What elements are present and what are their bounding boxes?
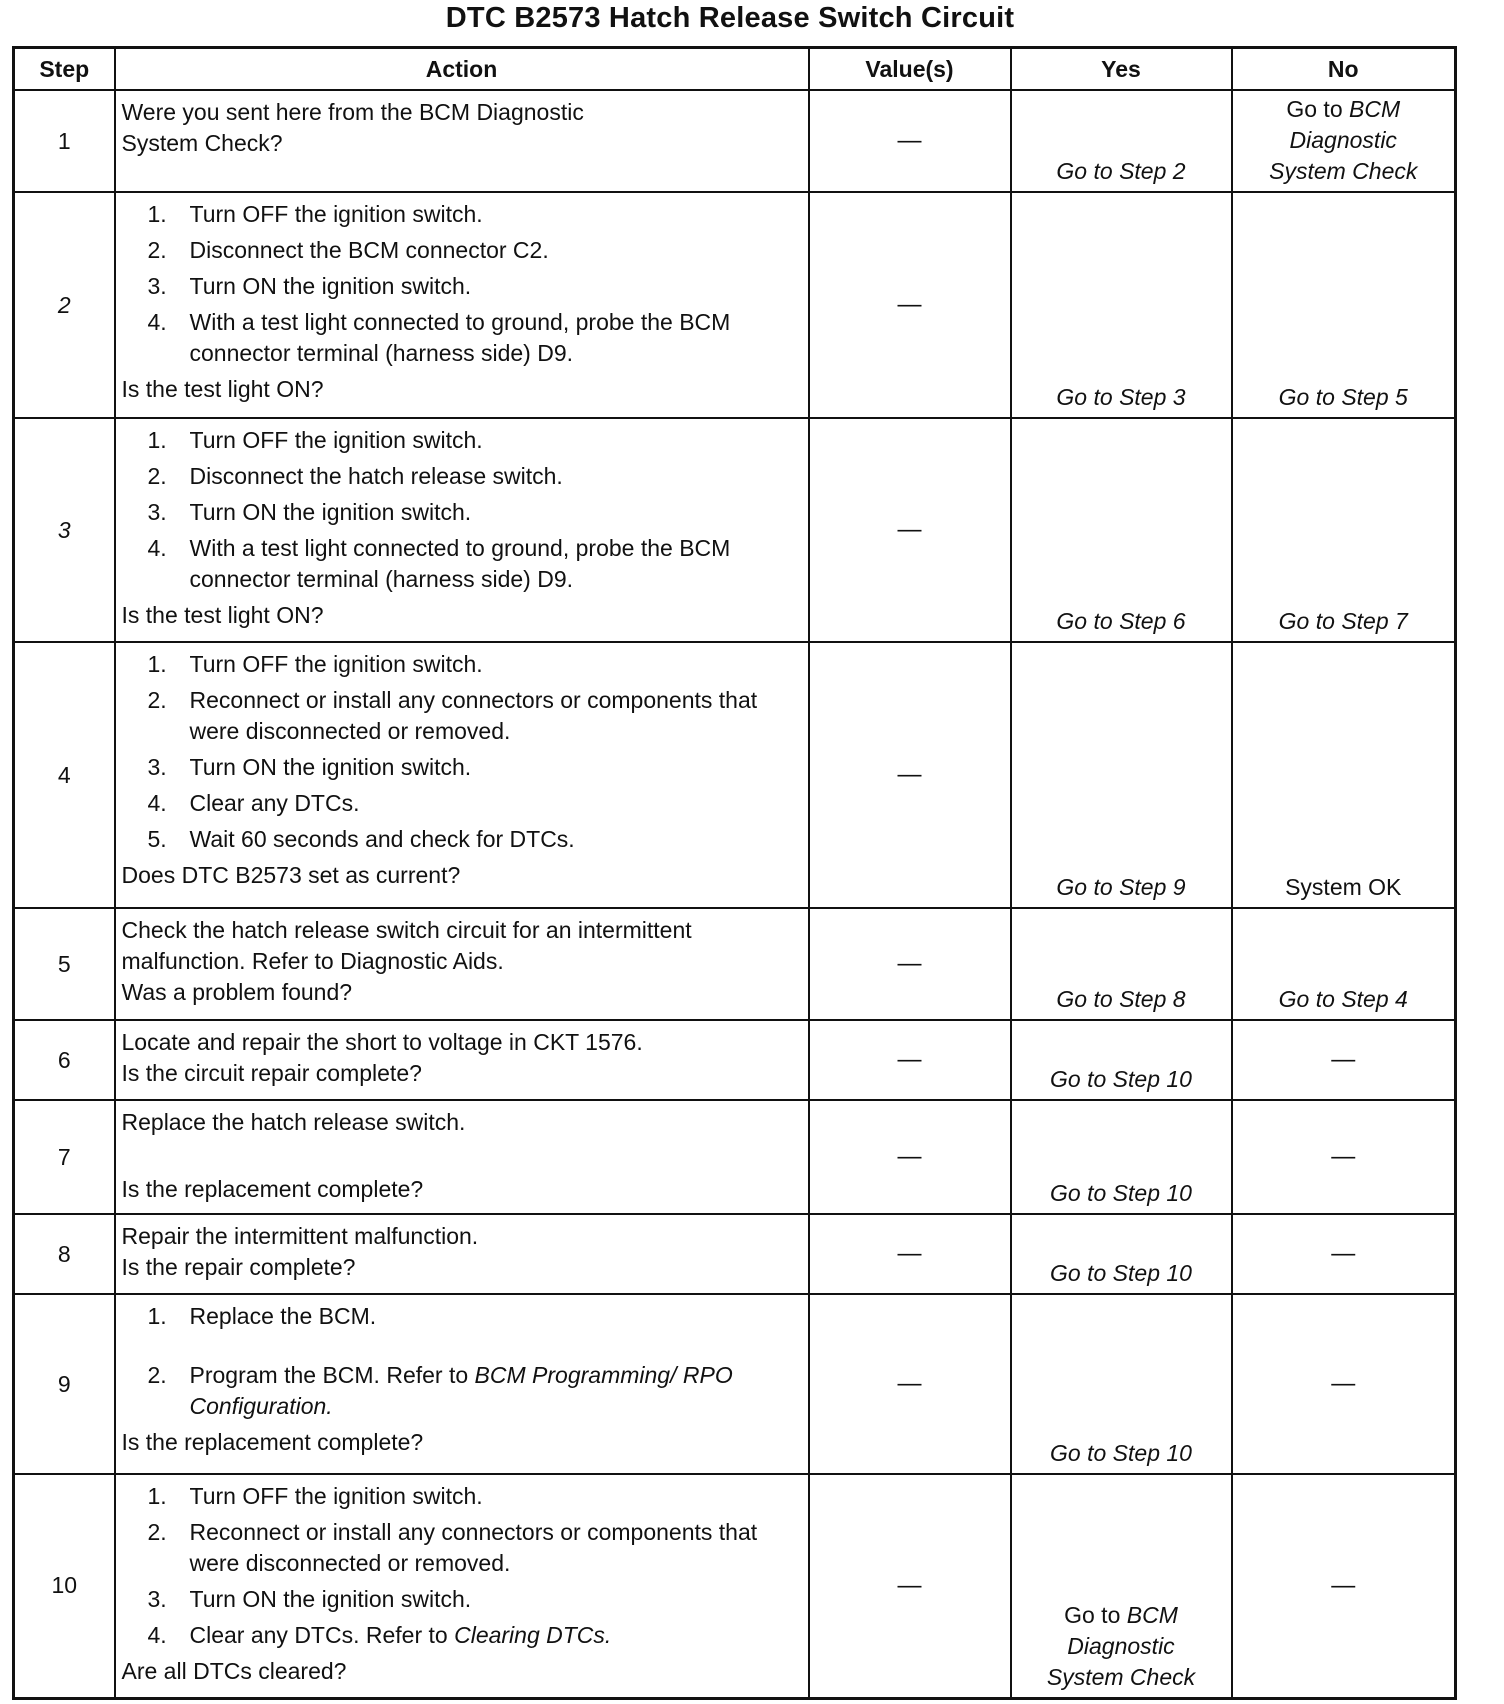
action-question: Was a problem found? bbox=[121, 979, 353, 1005]
yes-cell: Go to Step 2 bbox=[1011, 90, 1232, 192]
table-row bbox=[14, 908, 1456, 1020]
page-title: DTC B2573 Hatch Release Switch Circuit bbox=[445, 2, 1015, 34]
list-item: 2. Disconnect the BCM connector C2. bbox=[147, 237, 549, 263]
action-question: Is the repair complete? bbox=[121, 1254, 356, 1280]
no-cell: — bbox=[1232, 1020, 1456, 1100]
value-cell: — bbox=[809, 90, 1011, 192]
value-cell: — bbox=[809, 1474, 1011, 1698]
yes-cell: Go to Step 8 bbox=[1011, 908, 1232, 1020]
action-question: Does DTC B2573 set as current? bbox=[121, 862, 461, 888]
header-step: Step bbox=[14, 48, 115, 91]
yes-text: Go to bbox=[1064, 1601, 1127, 1628]
action-question: Is the circuit repair complete? bbox=[121, 1060, 422, 1086]
no-cell: — bbox=[1232, 1100, 1456, 1214]
value-cell: — bbox=[809, 642, 1011, 908]
yes-cell: Go to Step 3 bbox=[1011, 192, 1232, 418]
list-item: 1. Turn OFF the ignition switch. bbox=[147, 1483, 483, 1509]
value-cell: — bbox=[809, 1100, 1011, 1214]
list-item: 2. Reconnect or install any connectors or components that were disconnected or removed. bbox=[147, 687, 758, 744]
yes-text: BCM bbox=[1126, 1601, 1178, 1628]
list-item: 5. Wait 60 seconds and check for DTCs. bbox=[147, 826, 575, 852]
action-cell bbox=[115, 1474, 809, 1698]
step-number: 9 bbox=[14, 1294, 115, 1474]
list-item: 2. Reconnect or install any connectors or components that were disconnected or removed. bbox=[147, 1519, 758, 1576]
list-item: 2. Program the BCM. Refer to BCM Programming/ RPO Configuration. bbox=[147, 1362, 733, 1419]
action-list bbox=[122, 199, 800, 369]
list-item: 3. Turn ON the ignition switch. bbox=[147, 754, 472, 780]
value-cell: — bbox=[809, 1020, 1011, 1100]
list-item: 2. Disconnect the hatch release switch. bbox=[147, 463, 563, 489]
action-question: Is the test light ON? bbox=[121, 376, 324, 402]
yes-cell bbox=[1011, 1474, 1232, 1698]
yes-cell: Go to Step 10 bbox=[1011, 1020, 1232, 1100]
list-item: 3. Turn ON the ignition switch. bbox=[147, 1586, 472, 1612]
action-list bbox=[122, 1481, 800, 1651]
action-text: Were you sent here from the BCM Diagnostic bbox=[121, 99, 584, 125]
step-number: 2 bbox=[14, 192, 115, 418]
list-item: 3. Turn ON the ignition switch. bbox=[147, 273, 472, 299]
list-item: 4. Clear any DTCs. bbox=[147, 790, 360, 816]
diagnostic-table bbox=[12, 46, 1457, 1700]
step-number: 4 bbox=[14, 642, 115, 908]
header-no: No bbox=[1232, 48, 1456, 91]
step-number: 5 bbox=[14, 908, 115, 1020]
list-item: 4. Clear any DTCs. Refer to Clearing DTCs. bbox=[147, 1622, 612, 1648]
action-cell bbox=[115, 642, 809, 908]
table-row bbox=[14, 418, 1456, 642]
list-item: 4. With a test light connected to ground, probe the BCM connector terminal (harness side) D9. bbox=[147, 309, 731, 366]
step-number: 3 bbox=[14, 418, 115, 642]
table-row bbox=[14, 642, 1456, 908]
no-text: System Check bbox=[1269, 158, 1418, 184]
step-number: 6 bbox=[14, 1020, 115, 1100]
header-values: Value(s) bbox=[809, 48, 1011, 91]
step-number: 8 bbox=[14, 1214, 115, 1294]
yes-cell: Go to Step 9 bbox=[1011, 642, 1232, 908]
table-header-row bbox=[14, 48, 1456, 91]
yes-cell: Go to Step 6 bbox=[1011, 418, 1232, 642]
no-cell: Go to Step 4 bbox=[1232, 908, 1456, 1020]
value-cell: — bbox=[809, 1294, 1011, 1474]
no-cell bbox=[1232, 90, 1456, 192]
action-text: Repair the intermittent malfunction. bbox=[121, 1223, 479, 1249]
action-cell bbox=[115, 908, 809, 1020]
action-cell bbox=[115, 1100, 809, 1214]
table-row bbox=[14, 1020, 1456, 1100]
header-yes: Yes bbox=[1011, 48, 1232, 91]
table-row bbox=[14, 1214, 1456, 1294]
step-number: 10 bbox=[14, 1474, 115, 1698]
no-cell: — bbox=[1232, 1474, 1456, 1698]
no-cell: Go to Step 5 bbox=[1232, 192, 1456, 418]
header-action: Action bbox=[115, 48, 809, 91]
action-cell bbox=[115, 1214, 809, 1294]
list-item: 3. Turn ON the ignition switch. bbox=[147, 499, 472, 525]
action-text: Locate and repair the short to voltage in CKT 1576. bbox=[121, 1029, 643, 1055]
action-question: Is the test light ON? bbox=[121, 602, 324, 628]
yes-text: System Check bbox=[1046, 1663, 1196, 1690]
action-cell bbox=[115, 418, 809, 642]
action-text: System Check? bbox=[121, 130, 283, 156]
table-row bbox=[14, 1294, 1456, 1474]
table-row bbox=[14, 1100, 1456, 1214]
yes-text: Diagnostic bbox=[1067, 1632, 1175, 1659]
table-row bbox=[14, 90, 1456, 192]
list-item: 4. With a test light connected to ground, probe the BCM connector terminal (harness side) D9. bbox=[147, 535, 731, 592]
action-cell bbox=[115, 1294, 809, 1474]
action-question: Are all DTCs cleared? bbox=[121, 1658, 347, 1684]
no-cell: — bbox=[1232, 1294, 1456, 1474]
action-question: Is the replacement complete? bbox=[121, 1176, 424, 1202]
yes-cell: Go to Step 10 bbox=[1011, 1294, 1232, 1474]
table-row bbox=[14, 192, 1456, 418]
action-question: Is the replacement complete? bbox=[121, 1429, 424, 1455]
value-cell: — bbox=[809, 908, 1011, 1020]
list-item: 1. Turn OFF the ignition switch. bbox=[147, 427, 483, 453]
value-cell: — bbox=[809, 1214, 1011, 1294]
action-cell bbox=[115, 90, 809, 192]
action-text: Replace the hatch release switch. bbox=[121, 1109, 466, 1135]
action-list bbox=[122, 649, 800, 855]
action-text: Check the hatch release switch circuit for an intermittent malfunction. Refer to Diagnostic Aids. bbox=[121, 917, 692, 974]
list-item: 1. Replace the BCM. bbox=[147, 1303, 377, 1329]
table-row bbox=[14, 1474, 1456, 1698]
no-text: Diagnostic bbox=[1289, 127, 1397, 153]
no-text: BCM bbox=[1349, 96, 1401, 122]
value-cell: — bbox=[809, 192, 1011, 418]
no-cell: — bbox=[1232, 1214, 1456, 1294]
no-cell: System OK bbox=[1232, 642, 1456, 908]
action-cell bbox=[115, 192, 809, 418]
no-text: Go to bbox=[1286, 96, 1350, 122]
step-number: 1 bbox=[14, 90, 115, 192]
no-cell: Go to Step 7 bbox=[1232, 418, 1456, 642]
action-list bbox=[122, 1301, 800, 1422]
step-number: 7 bbox=[14, 1100, 115, 1214]
list-item: 1. Turn OFF the ignition switch. bbox=[147, 651, 483, 677]
value-cell: — bbox=[809, 418, 1011, 642]
action-cell bbox=[115, 1020, 809, 1100]
list-item: 1. Turn OFF the ignition switch. bbox=[147, 201, 483, 227]
yes-cell: Go to Step 10 bbox=[1011, 1100, 1232, 1214]
action-list bbox=[122, 425, 800, 595]
yes-cell: Go to Step 10 bbox=[1011, 1214, 1232, 1294]
